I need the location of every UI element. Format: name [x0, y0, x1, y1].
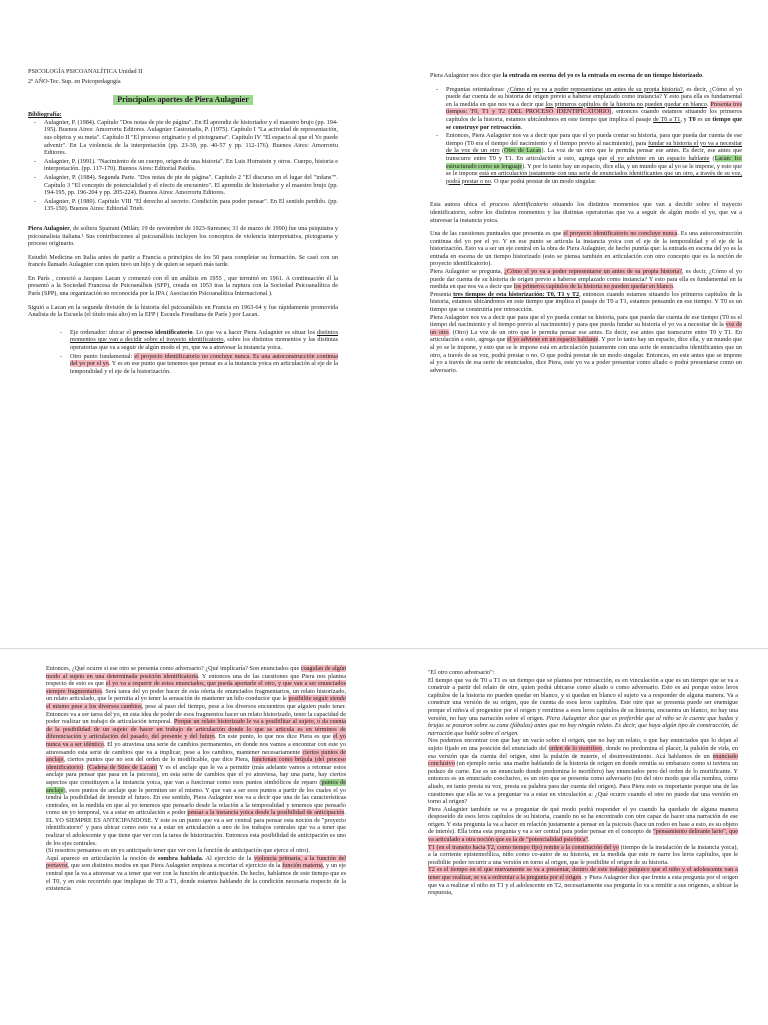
rp1-italic: proceso identificatorio [489, 201, 549, 209]
bibliography-item: - Aulagnier, P. (1984). Capítulo "Dos notas de pie de página". En El aprendiz de historiador y el maestro brujo (pp. 194-195). Buenos Aires: Amorrortu Editores. Aulagnier Castoriadis, P. (1975). Capítulo I "La actividad de representación, sus objetos y su meta". Capítulo II "El proceso originario y el pictograma". Capítulo IV "El espacio al que el Yo puede advenir". En La violencia de la interpretación (pp. 23-39, pp. 40-57 y pp. 112-176). Buenos Aires: Amorrortu Editores. [44, 119, 338, 157]
title-wrap [28, 95, 338, 105]
adversary-paragraph [46, 665, 346, 847]
intro-bold: la entrada en escena del yo es la entrada en escena de un tiempo historizado [502, 72, 703, 79]
l1-highlight7: funcionan como brújula (del proceso identificatorio) [46, 756, 346, 771]
axis-item [70, 329, 338, 352]
l3-b: . Al ejercicio de la [201, 854, 254, 862]
q2-underline2: el yo adviene en un espacio hablante [610, 154, 710, 162]
bibliography-item: - Aulagnier, P. (1984). Segunda Parte. "Dos notas de pie de página". Capítulo 2 "El discurso en el lugar del "infans"". Capítulo 3 "El concepto de potencialidad y el efecto de encuentro". El aprendiz de historiador y el maestro brujo (pp. 194-195, pp. 196-204 y pp. 205-224). Buenos Aires: Amorrortu Editores. [44, 174, 338, 197]
q2-d: ( [709, 154, 715, 162]
t1-paragraph [428, 844, 738, 867]
q1-tail2: , y [680, 115, 689, 123]
l1-g: , ciertos puntos que no son del orden de lo modificable, que dice Piera, [63, 756, 252, 764]
axis2-highlight: el proyecto identificatorio no concluye nunca. Es una autoconstrucción continua del yo por el yo [70, 352, 338, 368]
l1-c: . Será tarea del yo poder hacer de esta oferta de enunciados fragmentarios, un relato historizado, un relato articulado, que le permita al yo tener la sensación de mantener un hilo conductor que le [46, 687, 346, 703]
page2-left-column [46, 665, 346, 893]
q1-end: . [706, 100, 709, 108]
bio-text: , de soltera Spairani (Milán; 19 de noviembre de 1923-Suresnes; 31 de marzo de 1990) fue una psiquiatra y psicoanalista italiana.¹ Sus contribuciones al psicoanálisis incluyen los conceptos de violencia interpretativa, pictograma y proceso originario. [28, 224, 338, 248]
intro-end: . [702, 72, 704, 79]
l3-highlight1: violencia primaria, a la función del portavoz [46, 854, 347, 870]
q2-highlight2: Lacan: Icc estructurado como un lenguaje [446, 154, 743, 170]
axis1-bold: proceso identificatorio [132, 328, 193, 336]
rp3-highlight: ¿Cómo el yo va a poder representarse un antes de su propia historia? [504, 268, 683, 276]
anticipation-note: (Si nosotros pensamos en un yo anticipado tener que ver con la función de anticipación que ejerce el otro). [46, 847, 310, 855]
q1-highlight: Presenta tres tiempos: T0, T1 y T2 (DEL PROCESO IDENTIFICATORIO) [446, 100, 742, 116]
bibliography-item: - Aulagnier, P. (1980). Capítulo VIII "El derecho al secreto. Condición para poder pensar". En El sentido perdido. (pp. 135-150). Buenos Aires: Editorial Trieb. [44, 198, 338, 213]
axis-item [70, 353, 338, 376]
document-title: Principales aportes de Piera Aulagnier [113, 95, 253, 105]
l1-highlight8: (Cadena de Sties de Lacan) [87, 763, 158, 771]
spoken-shadow-paragraph [46, 855, 346, 893]
l1-highlight10: pensar a la instancia yoica desde la posibilidad de anticipación [187, 809, 345, 817]
l1-highlight2: el yo va a requerir de estos enunciados, que pueda aportarle el otro, y que van a ser enunciados siempre fragmentarios [46, 680, 346, 695]
rp5-c: . Y por lo tanto hay un espacio, dice ella, y un mundo que al yo se le impone, y esto que se le impone está en articulación justamente con una serie de enunciados identificantes que un otro, a través de su voz, podrá prestar o no. O que podrá prestar de un modo singular. Entonces, en este antes que se impone al yo a través de esa serie de enunciados, dice Piera, este yo va a poder presentar como aliado o podrá presentarse como un adversario. [430, 336, 742, 374]
l1-d: , pese al paso del tiempo, pese a los diversos encuentros que alguien pudo tener. Entonces va a ser tarea del yo, en esta idea de poder de esos fragmentos hacer un relato historizado, tener la capacidad de poder realizar un trabajo de articulación temporal. [46, 702, 346, 726]
question-item [446, 132, 742, 185]
l1-highlight5: el yo nunca va a ser idéntico [46, 733, 346, 748]
r1-italic: Piera Aulagnier dice que es preferible que al niño se le cuente que hadas y brujas se posaron sobre su cuna (fábulas) antes que no hay ningún relato. Es decir, que haya algún tipo de construcción, de narración que hable sobre el origen. [428, 714, 738, 737]
l1-highlight9: puntos de anclaje [46, 778, 347, 794]
bibliography-label: Bibliografía: [28, 111, 62, 119]
q1-tail-bold: T0 [688, 115, 696, 123]
l1-highlight4: Porque un relato historizado le va a posibilitar al sujeto, o da cuenta de la posibilidad de un sujeto de hacer un trabajo de articulación donde lo que se articula es en términos de diferenciación y articulación del pasado, del presente y del futuro [46, 718, 346, 741]
study-paragraph: Estudió Medicina en Italia antes de partir a Francia a principios de los 50 para completar su formación. Se casó con un francés llamado Aulagnier con quien tuvo un hijo y de quien se separó más tarde. [28, 253, 338, 269]
rp2-b: . Es una autoconstrucción continua del yo por el yo. Y en ese punto se articula la instancia yoica con el eje de la temporalidad y el eje de la historización. Esto va a ser un eje central en la obra de Piera Aulagnier, de hecho puntúa que: la entrada en escena del yo es la entrada en escena de un tiempo historizado (esto se piensa también en articulación con otro concepto que es la noción de proyecto identificatorio). [430, 230, 742, 268]
question-item [446, 86, 742, 132]
l1-highlight6: ciertos puntos de anclaje [46, 748, 346, 764]
page1-left-column [28, 68, 338, 376]
q2-e: ). Y por lo tanto hay un espacio, dice ella, y un mundo que al yo se le impone, y esto que se le impone [446, 162, 742, 178]
intro-paragraph [430, 72, 742, 80]
rp5-highlight2: el yo adviene en un espacio hablante [507, 336, 599, 344]
page1-right-column [430, 72, 742, 374]
l1-highlight3: posibilite seguir siendo el mismo pese a los diversos cambios [46, 695, 346, 710]
l1-highlight1: coagulan de algún modo al sujeto en una determinada posición identificatoria [46, 665, 347, 680]
l1-b: . Y entonces una de las cuestiones que Piera nos plantea respecto de esto es que [46, 672, 346, 688]
rp4-a: Presenta [430, 290, 454, 298]
rp5-a: Piera Aulagnier nos va a decir que para que el yo pueda contar su historia, para que pueda dar cuenta de ese tiempo (T0 es el tiempo del nacimiento y el tiempo previo al nacimiento) y para que pueda fundar su historia el yo va a necesitar de la [430, 313, 742, 329]
q2-f: . O que podrá prestar de un modo singular. [490, 177, 597, 185]
lacan-paragraph: Siguió a Lacan en la segunda división de la historia del psicoanálisis en Francia en 1963-64 y fue rápidamente promovida Analista de la Escuela (el título más alto) en la EFP ( Escuela Freudiana de París ) por Lacan. [28, 303, 338, 319]
rp1-a: Esta autora ubica el [430, 201, 490, 209]
r2-c: (un ejemplo sería: una madre hablando de la historia de origen en donde remitía su embarazo como si tuviera un pedazo de carne. Ese es un enunciado donde predomina lo mortífero) hay enunciados pero del orden de lo mortificante. Y entonces es un enunciado conclusivo, es un otro que se presenta como adversario (no del otro modo que ella nombra, como aliado, en tanto presta su voz, presta su palabra para dar cuenta del origen). Para Piera esto es importante porque una de las cuestiones que ella se va a preguntar va a estar en vinculación a: ¿Qué ocurre cuando el otre no puede dar una versión en torno al origen? [428, 760, 738, 806]
q1-tail-underline: de T0 a T1 [652, 115, 681, 123]
rp2-a: Una de las cuestiones puntuales que presenta es que [430, 230, 564, 238]
questions-list [430, 86, 742, 186]
q2-underline3: está en articulación justamente con una serie de enunciados identificantes que un otro, a través de su voz, podrá prestar o no [446, 170, 743, 185]
r3-highlight: "pensamiento delirante lario", que va articulado a otra noción que es la de "potencialidad psicótica" [428, 828, 738, 844]
voice-paragraph [430, 314, 742, 375]
course-header: PSICOLOGÍA PSICOANALÍTICA Unidad II [28, 68, 143, 75]
rp1-b: situando los distintos momentos que van a decidir sobre el trayecto identificatorio, sobre los distintos momentos y las distintas operatorias que va a seguir de algún modo el yo, que va a atravesar la instancia yoica. [430, 201, 743, 224]
q2-a: Entonces, Piera Aulagnier nos va a decir que para que el yo pueda contar su historia, para que pueda dar cuenta de ese tiempo (T0 era el tiempo del nacimiento y el tiempo previo al nacimiento), para [446, 132, 742, 147]
rp5-b: . (Otro) La voz de un otro que le permita pensar ese antes. Es decir, ese antes que transcurre entre T0 y T1. En articulación a esto, agrega que [430, 328, 742, 344]
rp3-b: , es decir, ¿Cómo el yo puede dar cuenta de su historia de origen previo a haberse emplazado como instancia? Y esto para ella es fundamental en la medida en que nos va a decir que [430, 268, 742, 291]
q2-underline1: fundar su historia el yo va a necesitar de la voz de un otro [446, 139, 743, 155]
axis1-rest: , sobre los distintos momentos y las distintas operatorias que va a seguir de algún modo el yo, que va a atravesar la instancia yoica. [70, 336, 338, 352]
page2-right-column [428, 669, 738, 897]
bibliography-list [28, 119, 338, 213]
bio-paragraph [28, 225, 338, 248]
rp3-c: . [672, 283, 675, 291]
q1-tail4: . [520, 123, 523, 131]
axis2-prefix: Otro punto fundamental: [70, 352, 135, 360]
r4-a: (tiempo de la instalación de la instancia yoica), a la corriente epistemofílica, niño como co-autor de su historia, en la medida que este re narre los leros capítulos, que le posibilite poder recurrir a una versión en torno al origen, que le posibilite el origen de su historia. [428, 843, 738, 866]
axis1-underline: distintos momentos que van a decidir sobre el trayecto identificatorio [70, 328, 338, 344]
r2-a: Nos podemos encontrar con que hay un vacío sobre el origen, que no hay un relato, o que hay enunciados que lo dejan al sujeto fijado en una posición del enunciado del [428, 737, 738, 752]
r2-b: , donde no predomina el placer, la pulsión de vida, en esa versión que da cuenta del origen, sino la pulsión de muerte, el desinvestimiento. Acá hablamos de un [428, 744, 739, 760]
question-paragraph [430, 268, 742, 291]
paris-paragraph: En París , conoció a Jacques Lacan y comenzó con él un análisis en 1955 , que terminó en 1961. A continuación él la presentó a la Sociedad Francesa de Psicoanálisis (SFP), creada en 1953 tras la ruptura con la Sociedad Psicoanalítica de París (SPP), una organización no reconocida por la IPA ( Asociación Psicoanalítica Internacional ). [28, 274, 338, 298]
r3-a: Piera Aulagnier también se va a preguntar de qué modo podrá responder el yo cuando ha quedado de alguna manera desposeído de esos leros capítulos de su historia, cuando no se ha encontrado con otre capaz de hacer una narración de ese origen. Y esta pregunta la va a hacer en relación justamente a pensar en la psicosis (hace un rodeo en base a esto, es su objeto de interés). Ella toma esta pregunta y va a ser central para poder pensar en el concepto de [428, 805, 738, 836]
course-subheader: 2º AÑO-Tec. Sup. en Psicopedagogía [28, 77, 121, 85]
l1-j: ), esos puntos de anclaje que le permiten ser el mismo. Y que van a ser esos puntos a partir de los cuales el yo tendrá la posibilidad de investir el futuro. En ese sentido, Piera Aulagnier nos va a decir que una de las características centrales, en la medida en que al yo tenemos que pensarlo desde la relación a la temporalidad y tenemos que pensarlo como un yo temporal, va a estar en articulación a poder [46, 786, 346, 817]
l1-i: Y es el anclaje que le va a permitir (más adelante vamos a retomar estos anclaje para pensar que pasa en la psicosis), en esta serie de cambios que el yo atraviesa, hay una parte, hay ciertos aspectos que constituyen a la instancia yoica, que van a funcionar como esos puntos simbólicos de reparo ( [46, 763, 346, 786]
r2-highlight: orden de lo mortífero [548, 744, 603, 752]
axis1-prefix: Eje ordenador: ubicar el [70, 328, 133, 336]
q1-tail3: es un [695, 115, 713, 123]
r4-highlight: T1 (en el transito hacia T2, como tiempo fijo) remite a la constitución del yo [428, 843, 620, 851]
l1-f: . El yo atraviesa una serie de cambios permanentes, en donde nos vamos a encontrar con este yo atravesando esta serie de cambios que va a implicar, pese a los cambios, mantener necesariamente [46, 740, 346, 756]
l1-e: . En este punto, lo que nos dice Piera es que [214, 733, 334, 741]
r5-a: . y Piera Aulagnier dice que frente a esta pregunta por el origen que va a realizar el niño en T1 y el adolescente en T2, necesariamente esa pregunta lo va a remitir a sus orígenes, a ubicar la respuesta, [428, 874, 739, 897]
axis1-mid: . Lo que va a hacer Piera Aulagnier es situar los [192, 328, 318, 336]
q1-underline2: los primeros capítulos de la historia no pueden quedar en blanco [545, 100, 707, 108]
t2-paragraph [428, 866, 738, 896]
l1-k: . EL YO SIEMPRE ES ANTICIPANDOSE. Y este es un punto que va a ser central para pensar esta noción de "proyecto identificatorio" y para ubicar como esto va a estar en articulación a uno de los trabajos centrales que va a tener que realizar el adolescente y que tiene que ver con la tarea de historización. Entonces esta posibilidad de anticipación es uno de los ejes centrales. [46, 809, 346, 847]
identificatory-paragraph [430, 201, 742, 224]
q2-c: ). La voz de un otro que le permita pensar ese antes. Es decir, ese antes que transcurre entre T0 y T1. En articulación a esto, agrega que [446, 147, 743, 162]
r1-text: El tiempo que va de T0 a T1 es un tiempo que se plantea por retroacción, es en vinculación a que es un tiempo que se va a construir a partir del relato de otre, quien podrá ubicarse como aliado o como adversario. Esto es así porque estos leros capítulos de la historia no pueden quedar en blanco, y si quedan en blanco el sujeto va a responder de alguna manera. Va a construir una versión de su origen, que de cuenta de esos leros capítulos. Este otre que se presenta puede ser enemigue porque el niño/a el progenitor por el origen y remitirse a esos leros capítulos de su historia, encuentra un blanco, no hay una versión, no hay una narración sobre el origen. [428, 676, 738, 722]
rp2-highlight: el proyecto identificatorio no concluye nunca [563, 230, 678, 238]
l3-d: , y un eje central que la va a atravesar va a tener que ver con la función de anticipación. De hecho, hablamos de este tiempo que es el T0, y en este recorrido que implique de T0 a T1, donde estamos hablando de la condición necesaria respecto de la existencia [46, 862, 346, 893]
rp3-highlight2: los primeros capítulos de la historia no pueden quedar en blanco [513, 283, 673, 291]
psychosis-paragraph [428, 806, 738, 844]
axes-list [28, 329, 338, 376]
q1-tail-bold2: tiempo que se construye por retroacción [446, 115, 743, 131]
rp4-b: , entonces cuando estamos situando los primeros capítulos de la historia, estamos ubicándonos en este tiempo que implica el pasaje de T0 a T1, estamos pensando en ese tiempo. Y T0 es un tiempo que se construiría por retroacción. [430, 290, 743, 314]
q1-tail: , entonces cuando estamos situando los primeros capítulos de la historia, estamos ubicándonos en este tiempo que implica el pasaje [446, 108, 742, 123]
l3-c: , que son distintos modos en que Piera Aulagnier empieza a recortar el ejercicio de la [67, 862, 283, 870]
q2-highlight1: Otro de Lacan [504, 147, 542, 155]
void-paragraph [428, 737, 738, 805]
project-paragraph [430, 230, 742, 268]
q1-mid: , es decir, ¿Cómo el yo puede dar cuenta de su historia de origen previo a haberse emplazado como instancia? Y esto para ella es fundamental en la medida en que nos va a decir que [446, 85, 742, 108]
adversary-title: "El otro como adversario": [428, 669, 495, 676]
r3-b: . [588, 836, 590, 844]
rp4-bold: tres tiempos de esta historización: T0, T1 y T2 [453, 290, 580, 298]
q1-prefix: Preguntas orientadoras: [446, 85, 507, 93]
retroaction-paragraph [428, 677, 738, 738]
r5-highlight: T2 es el tiempo en el que nuevamente se va a presentar, dentro de este trabajo psíquico que el niño y el adolescente van a tener que realizar, se va a enfrentar a la pregunta por el origen [428, 866, 738, 882]
l3-bold: sombra hablada [157, 854, 202, 862]
rp3-a: Piera Aulagnier se pregunta, [430, 268, 505, 276]
l1-a: Entonces, ¿Qué ocurre si ese otro se presenta como adversario? ¿Qué implicaría? Son enunciados que [46, 665, 301, 672]
bio-name: Piera Aulagnier [28, 224, 70, 232]
q2-b: ( [499, 147, 505, 155]
rp5-highlight: voz de un otro [430, 321, 742, 336]
r2-highlight2: enunciado conclusivo [428, 752, 738, 768]
bibliography-item: - Aulagnier, P. (1991). "Nacimiento de un cuerpo, origen de una historia". En Luis Hornstein y otros. Cuerpo, historia e interpretación. (pp. 117-170). Buenos Aires: Editorial Paidós. [44, 158, 338, 173]
axis2-rest: . Y es en ese punto que tenemos que pensar es a la instancia yoica en articulación al eje de la temporalidad y el eje de la historización. [70, 360, 338, 375]
l1-h: : [83, 763, 88, 771]
l3-highlight2: función materna [282, 862, 323, 870]
l3-a: Aquí aparece en articulación la noción de [46, 854, 158, 862]
three-times-paragraph [430, 291, 742, 314]
document-page-2 [0, 648, 768, 1025]
intro-prefix: Piera Aulagnier nos dice que [430, 72, 503, 79]
q1-underline: ¿Cómo el yo va a poder representarse un antes de su propia historia? [506, 85, 683, 93]
